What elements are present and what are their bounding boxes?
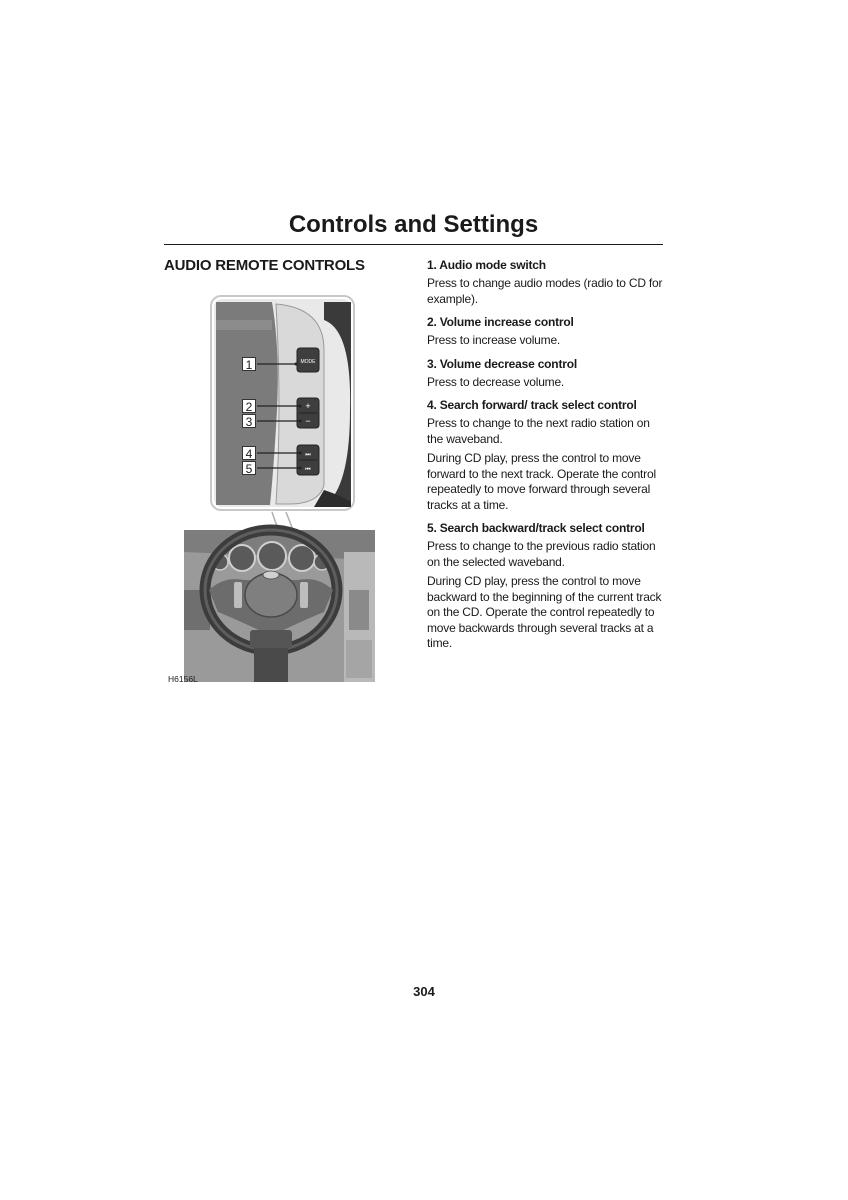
description-audio-mode-switch — [427, 257, 667, 307]
callout-1: 1 — [242, 357, 256, 371]
next-track-button-text: ⏭ — [305, 451, 311, 458]
item-paragraph: Press to change audio modes (radio to CD for example). — [427, 276, 663, 306]
item-paragraph: During CD play, press the control to move backward to the beginning of the current track on the CD. Operate the control repeatedly to move backwards through several tracks at a time. — [427, 574, 662, 650]
plus-button-text: + — [305, 401, 311, 411]
description-search-backward — [427, 520, 667, 652]
page-title: Controls and Settings — [288, 211, 539, 238]
control-descriptions — [427, 257, 667, 659]
callout-2: 2 — [242, 399, 256, 413]
steering-wheel-controls-figure — [164, 290, 384, 700]
item-paragraph: Press to decrease volume. — [427, 374, 565, 389]
item-paragraph: Press to change to the previous radio station on the selected waveband. — [427, 539, 656, 569]
minus-button-text: − — [305, 416, 311, 426]
item-title: 3. Volume decrease control — [427, 356, 577, 371]
item-paragraph: Press to change to the next radio station on the waveband. — [427, 416, 650, 446]
mode-button-text: MODE — [300, 359, 316, 365]
description-volume-increase — [427, 314, 667, 349]
item-paragraph: During CD play, press the control to move forward to the next track. Operate the control repeatedly to move forward through several tracks at a time. — [427, 451, 656, 512]
item-title: 5. Search backward/track select control — [427, 521, 645, 535]
description-volume-decrease — [427, 356, 667, 391]
callout-3: 3 — [242, 414, 256, 428]
item-title: 1. Audio mode switch — [427, 258, 546, 272]
figure-reference-label: H6156L — [168, 674, 198, 684]
steering-wheel-illustration — [164, 290, 384, 690]
callout-5: 5 — [242, 461, 256, 475]
item-title: 4. Search forward/ track select control — [427, 398, 637, 412]
title-divider — [164, 244, 663, 245]
callout-4: 4 — [242, 446, 256, 460]
item-paragraph: Press to increase volume. — [427, 333, 561, 347]
section-heading: AUDIO REMOTE CONTROLS — [164, 257, 365, 274]
item-title: 2. Volume increase control — [427, 315, 574, 329]
page-number: 304 — [413, 984, 435, 999]
description-search-forward — [427, 397, 667, 513]
prev-track-button-text: ⏮ — [305, 466, 311, 473]
